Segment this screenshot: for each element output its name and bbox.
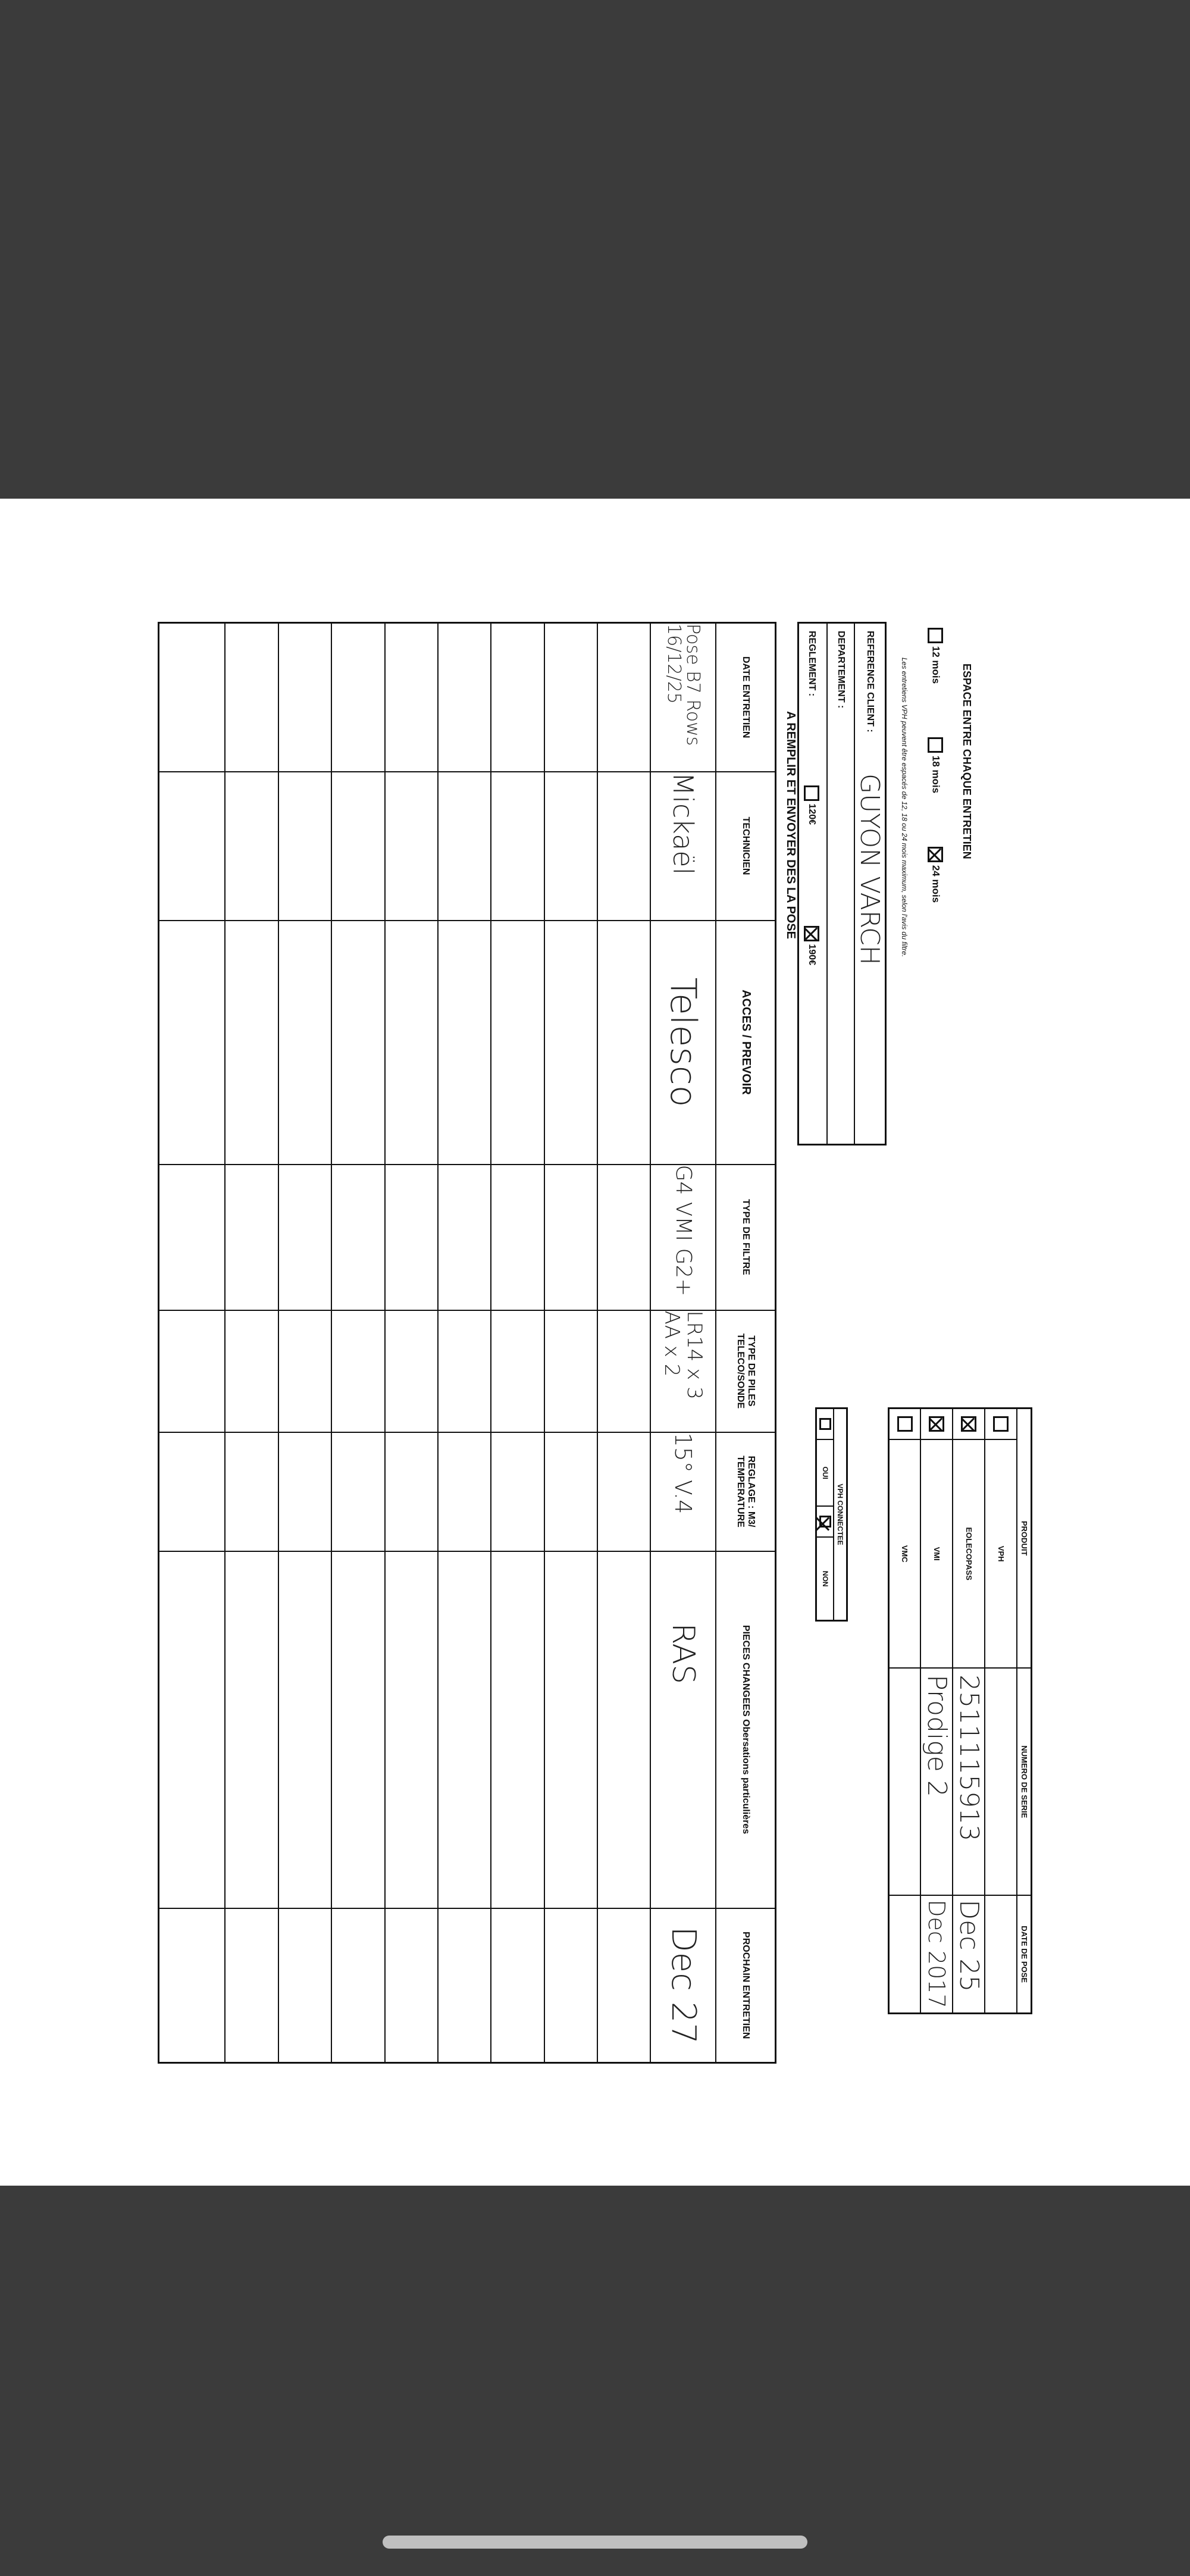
serial-value[interactable] — [985, 1668, 1017, 1895]
empty-cell[interactable] — [278, 1551, 331, 1908]
checked-checkbox-icon[interactable] — [928, 847, 943, 862]
date-pose-value[interactable]: Dec 25 — [953, 1895, 985, 2013]
empty-cell[interactable] — [438, 1165, 491, 1310]
empty-cell[interactable] — [159, 1310, 226, 1432]
cell-acces[interactable]: Telesco — [651, 921, 716, 1165]
empty-cell[interactable] — [225, 1908, 278, 2063]
empty-cell[interactable] — [331, 1165, 384, 1310]
date-pose-value[interactable] — [889, 1895, 921, 2013]
table-row — [159, 623, 226, 2063]
cell-reglage[interactable]: 15° V.4 — [651, 1432, 716, 1551]
empty-cell[interactable] — [438, 1310, 491, 1432]
checkbox-icon[interactable] — [928, 628, 943, 643]
empty-cell[interactable] — [491, 1310, 544, 1432]
vph-connectee-box — [815, 1407, 848, 1622]
table-row — [438, 623, 491, 2063]
empty-cell[interactable] — [331, 623, 384, 772]
empty-cell[interactable] — [491, 772, 544, 921]
cell-technicien[interactable]: Mickaël — [651, 772, 716, 921]
checked-checkbox-icon[interactable] — [804, 926, 819, 941]
empty-cell[interactable] — [331, 1432, 384, 1551]
empty-cell[interactable] — [597, 1551, 650, 1908]
empty-cell[interactable] — [385, 1165, 438, 1310]
spacing-option-18[interactable]: 18 mois — [928, 737, 943, 793]
col-type-piles: TYPE DE PILES TELECO/SONDE — [716, 1310, 776, 1432]
product-name: EOLECOPASS — [953, 1439, 985, 1668]
empty-cell[interactable] — [331, 1908, 384, 2063]
empty-cell[interactable] — [278, 1165, 331, 1310]
empty-cell[interactable] — [159, 772, 226, 921]
empty-cell[interactable] — [331, 1310, 384, 1432]
empty-cell[interactable] — [385, 1908, 438, 2063]
document-page — [0, 499, 1190, 2186]
client-ref-label: REFERENCE CLIENT : — [865, 631, 875, 733]
spacing-note: Les entretiens VPH peuvent être espacés de 12, 18 ou 24 mois maximum, selon l'avis du filtre. — [900, 658, 909, 957]
empty-cell[interactable] — [544, 1551, 597, 1908]
col-type-filtre: TYPE DE FILTRE — [716, 1165, 776, 1310]
empty-cell[interactable] — [278, 772, 331, 921]
empty-cell[interactable] — [159, 623, 226, 772]
empty-cell[interactable] — [438, 1908, 491, 2063]
empty-cell[interactable] — [597, 1908, 650, 2063]
table-row — [385, 623, 438, 2063]
empty-cell[interactable] — [544, 1432, 597, 1551]
empty-cell[interactable] — [438, 1432, 491, 1551]
product-checkbox-vph[interactable] — [994, 1416, 1009, 1432]
serial-value[interactable]: Prodige 2 — [921, 1668, 953, 1895]
empty-cell[interactable] — [225, 1432, 278, 1551]
empty-cell[interactable] — [491, 1165, 544, 1310]
col-technicien: TECHNICIEN — [716, 772, 776, 921]
home-indicator[interactable] — [383, 2536, 807, 2549]
date-pose-value[interactable] — [985, 1895, 1017, 2013]
empty-cell[interactable] — [597, 1310, 650, 1432]
empty-cell[interactable] — [159, 1908, 226, 2063]
client-box — [797, 622, 887, 1145]
empty-cell[interactable] — [438, 921, 491, 1165]
empty-cell[interactable] — [225, 1165, 278, 1310]
table-row — [651, 623, 716, 2063]
product-name: VPH — [985, 1439, 1017, 1668]
serial-header: NUMERO DE SERIE — [1017, 1668, 1032, 1895]
empty-cell[interactable] — [544, 1908, 597, 2063]
empty-cell[interactable] — [278, 921, 331, 1165]
empty-cell[interactable] — [491, 921, 544, 1165]
empty-cell[interactable] — [278, 1310, 331, 1432]
empty-cell[interactable] — [544, 1310, 597, 1432]
product-header: PRODUIT — [1017, 1408, 1032, 1669]
maintenance-table — [158, 622, 776, 2064]
empty-cell[interactable] — [385, 1551, 438, 1908]
empty-cell[interactable] — [331, 921, 384, 1165]
table-row — [225, 623, 278, 2063]
empty-cell[interactable] — [225, 772, 278, 921]
serial-value[interactable] — [889, 1668, 921, 1895]
empty-cell[interactable] — [491, 623, 544, 772]
product-name: VMC — [889, 1439, 921, 1668]
empty-cell[interactable] — [225, 1310, 278, 1432]
col-acces: ACCES / PREVOIR — [716, 921, 776, 1165]
empty-cell[interactable] — [225, 921, 278, 1165]
reglement-option-190[interactable]: 190€ — [804, 926, 819, 965]
date-pose-value[interactable]: Dec 2017 — [921, 1895, 953, 2013]
empty-cell[interactable] — [544, 1165, 597, 1310]
empty-cell[interactable] — [385, 772, 438, 921]
empty-cell[interactable] — [491, 1551, 544, 1908]
spacing-options — [928, 628, 943, 985]
spacing-option-12[interactable]: 12 mois — [928, 628, 943, 684]
empty-cell[interactable] — [331, 772, 384, 921]
empty-cell[interactable] — [544, 921, 597, 1165]
empty-cell[interactable] — [159, 1432, 226, 1551]
table-row — [597, 623, 650, 2063]
empty-cell[interactable] — [385, 1432, 438, 1551]
table-row — [544, 623, 597, 2063]
client-ref-value[interactable]: GUYON VARCH — [854, 774, 885, 965]
maintenance-form — [158, 622, 1032, 2062]
client-dept-label: DEPARTEMENT : — [836, 631, 846, 709]
empty-cell[interactable] — [491, 1432, 544, 1551]
vph-connectee-title: VPH CONNECTEE — [834, 1408, 847, 1621]
vph-non-checkbox[interactable] — [819, 1516, 831, 1528]
empty-cell[interactable] — [385, 623, 438, 772]
reglement-option-120[interactable]: 120€ — [804, 785, 819, 825]
empty-cell[interactable] — [597, 772, 650, 921]
empty-cell[interactable] — [438, 772, 491, 921]
empty-cell[interactable] — [597, 921, 650, 1165]
client-reglement-label: REGLEMENT : — [807, 631, 817, 697]
table-row — [278, 623, 331, 2063]
table-row — [331, 623, 384, 2063]
client-instruction: A REMPLIR ET ENVOYER DES LA POSE — [784, 711, 797, 940]
date-pose-header: DATE DE POSE — [1017, 1895, 1032, 2013]
empty-cell[interactable] — [597, 1165, 650, 1310]
empty-cell[interactable] — [159, 1165, 226, 1310]
empty-cell[interactable] — [278, 623, 331, 772]
empty-cell[interactable] — [225, 1551, 278, 1908]
vph-non-label: NON — [816, 1537, 834, 1620]
product-name: VMI — [921, 1439, 953, 1668]
col-reglage: REGLAGE : M3/ TEMPERATURE — [716, 1432, 776, 1551]
vph-oui-label: OUI — [816, 1439, 834, 1506]
empty-cell[interactable] — [385, 1310, 438, 1432]
empty-cell[interactable] — [597, 1432, 650, 1551]
product-checkbox-eolecopass[interactable] — [962, 1416, 977, 1432]
empty-cell[interactable] — [385, 921, 438, 1165]
table-row — [491, 623, 544, 2063]
empty-cell[interactable] — [597, 623, 650, 772]
empty-cell[interactable] — [225, 623, 278, 772]
cell-prochain[interactable]: Dec 27 — [651, 1908, 716, 2063]
col-date-entretien: DATE ENTRETIEN — [716, 623, 776, 772]
cell-piles[interactable]: LR14 x 3 AA x 2 — [651, 1310, 716, 1432]
spacing-option-24[interactable]: 24 mois — [928, 847, 943, 903]
empty-cell[interactable] — [491, 1908, 544, 2063]
empty-cell[interactable] — [159, 921, 226, 1165]
product-checkbox-vmc[interactable] — [897, 1416, 913, 1432]
cell-filtre[interactable]: G4 VMI G2+ — [651, 1165, 716, 1310]
checkbox-icon[interactable] — [804, 785, 819, 801]
serial-value[interactable]: 2511115913 — [953, 1668, 985, 1895]
product-table — [888, 1407, 1032, 2014]
empty-cell[interactable] — [544, 623, 597, 772]
cell-date[interactable]: Pose B7 Rows 16/12/25 — [651, 623, 716, 772]
col-prochain-entretien: PROCHAIN ENTRETIEN — [716, 1908, 776, 2063]
cell-pieces[interactable]: RAS — [651, 1551, 716, 1908]
checkbox-icon[interactable] — [928, 737, 943, 753]
col-pieces-changees: PIECES CHANGEES Obersations particulières — [716, 1551, 776, 1908]
empty-cell[interactable] — [278, 1908, 331, 2063]
spacing-title: ESPACE ENTRE CHAQUE ENTRETIEN — [961, 663, 973, 859]
vph-oui-checkbox[interactable] — [819, 1418, 831, 1430]
empty-cell[interactable] — [544, 772, 597, 921]
product-checkbox-vmi[interactable] — [929, 1416, 945, 1432]
empty-cell[interactable] — [438, 1551, 491, 1908]
empty-cell[interactable] — [278, 1432, 331, 1551]
empty-cell[interactable] — [159, 1551, 226, 1908]
empty-cell[interactable] — [331, 1551, 384, 1908]
empty-cell[interactable] — [438, 623, 491, 772]
